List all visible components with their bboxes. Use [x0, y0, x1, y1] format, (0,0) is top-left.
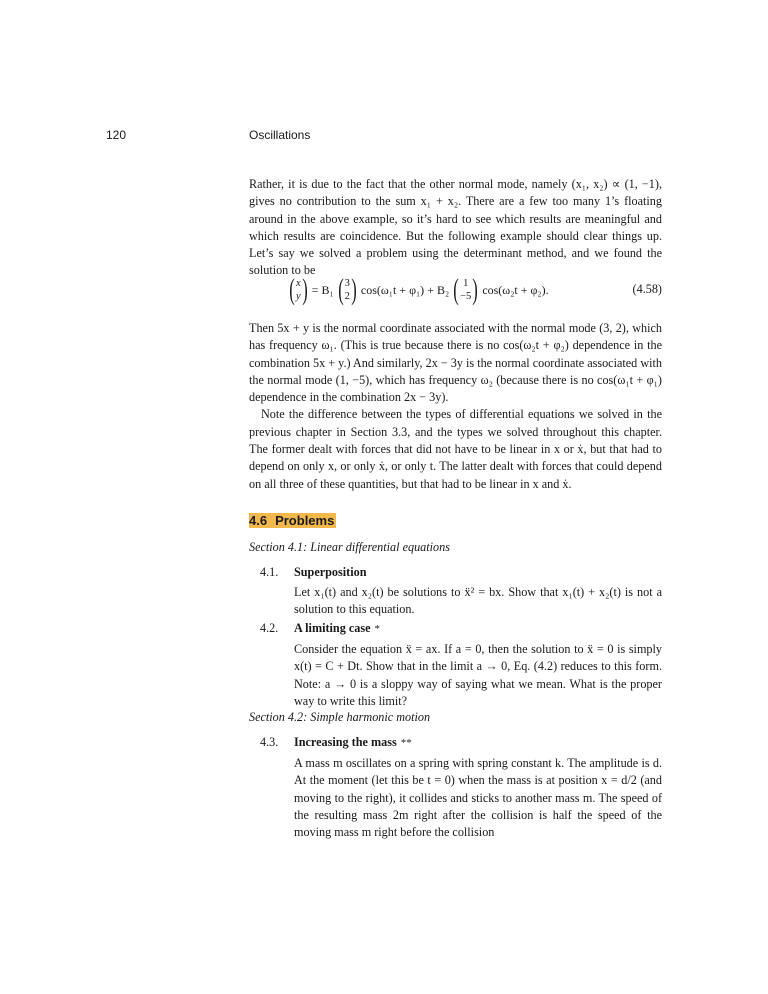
paragraph-text: Note the difference between the types of differential equations we solved in the previous chapter in Section 3.3, and the types we solved throughout this chapter. The former dealt with forces that did not have to be linear in x or ẋ, but that had to depend on only x, or only ẋ, or only t. The latter dealt with forces that could depend on all three of these quantities, but that had to be linear in x and ẋ. — [249, 407, 662, 491]
subsection-heading: Section 4.2: Simple harmonic motion — [249, 710, 431, 724]
vector-xy: ( x y ) — [289, 273, 308, 306]
equation-cos-term-1: cos(ω₁t + φ₁) + B₂ — [360, 282, 450, 297]
vector-mode2: ( 1 −5 ) — [453, 273, 479, 306]
subsection-heading: Section 4.1: Linear differential equations — [249, 540, 450, 554]
difficulty-stars: * — [374, 623, 381, 635]
vector-column — [460, 277, 471, 303]
paragraph-text: Rather, it is due to the fact that the other normal mode, namely (x₁, x₂) ∝ (1, −1), gives no contribution to the sum x₁ + x₂. There are a few too many 1’s floating around in the above example, so it’s hard to see which results are meaningful and which results are coincidence. But the following example should clear things up. Let’s say we solved a problem using the determinant method, and we found the solution to be — [249, 177, 662, 278]
vector-entry: 3 — [344, 278, 350, 289]
equation-cos-term-2: cos(ω₂t + φ₂). — [482, 282, 549, 297]
vector-mode1: ( 3 2 ) — [337, 273, 357, 306]
problem-text: Consider the equation ẍ = ax. If a = 0, then the solution to ẍ = 0 is simply x(t) = C + Dt. Show that in the limit a → 0, Eq. (4.2) reduces to this form. Note: a → 0 is a sloppy way of saying what we mean. What is the proper way to write this limit? — [294, 642, 662, 708]
vector-entry: 2 — [344, 291, 350, 302]
problem-text: Let x₁(t) and x₂(t) be solutions to ẍ² = bx. Show that x₁(t) + x₂(t) is not a solution to this equation. — [294, 585, 662, 617]
vector-entry: −5 — [460, 291, 472, 302]
problem-title — [294, 735, 412, 750]
problem-title-text: Increasing the mass — [294, 735, 397, 749]
problem-number: 4.3. — [260, 735, 279, 749]
vector-column — [296, 277, 301, 303]
paragraph-text: Then 5x + y is the normal coordinate associated with the normal mode (3, 2), which has frequency ω₁. (This is true because there is no cos(ω₂t + φ₂) dependence in the combination 5x + y.) And similarly, 2x − 3y is the normal coordinate associated with the normal mode (1, −5), which has frequency ω₂ (because there is no cos(ω₁t + φ₁) dependence in the combination 2x − 3y). — [249, 321, 662, 405]
problem-title-text: A limiting case — [294, 621, 371, 635]
paragraph-normal-coordinates — [249, 320, 662, 493]
section-number: 4.6 — [249, 513, 268, 528]
section-heading — [249, 513, 336, 528]
vector-entry: x — [296, 278, 301, 289]
problem-title — [294, 565, 370, 580]
paragraph-intro — [249, 176, 662, 280]
problem-title — [294, 621, 380, 636]
equation-number: (4.58) — [632, 282, 662, 296]
vector-entry: 1 — [463, 278, 469, 289]
equation-4-58 — [285, 272, 662, 308]
problem-number: 4.1. — [260, 565, 279, 579]
equation-coeff-b1: = B₁ — [311, 282, 334, 297]
vector-column — [345, 277, 350, 303]
difficulty-stars: ** — [400, 737, 412, 749]
vector-entry: y — [296, 291, 301, 302]
section-title: Problems — [275, 513, 335, 528]
problem-title-text: Superposition — [294, 565, 367, 579]
problem-number: 4.2. — [260, 621, 279, 635]
problem-text: A mass m oscillates on a spring with spring constant k. The amplitude is d. At the moment (let this be t = 0) when the mass is at position x = d/2 (and moving to the right), it collides and sticks to another mass m. The speed of the resulting mass 2m right after the collision is half the speed of the moving mass m right before the collision — [294, 756, 662, 840]
equation-body — [285, 272, 549, 308]
page-number: 120 — [106, 128, 127, 142]
running-head: Oscillations — [249, 128, 311, 142]
